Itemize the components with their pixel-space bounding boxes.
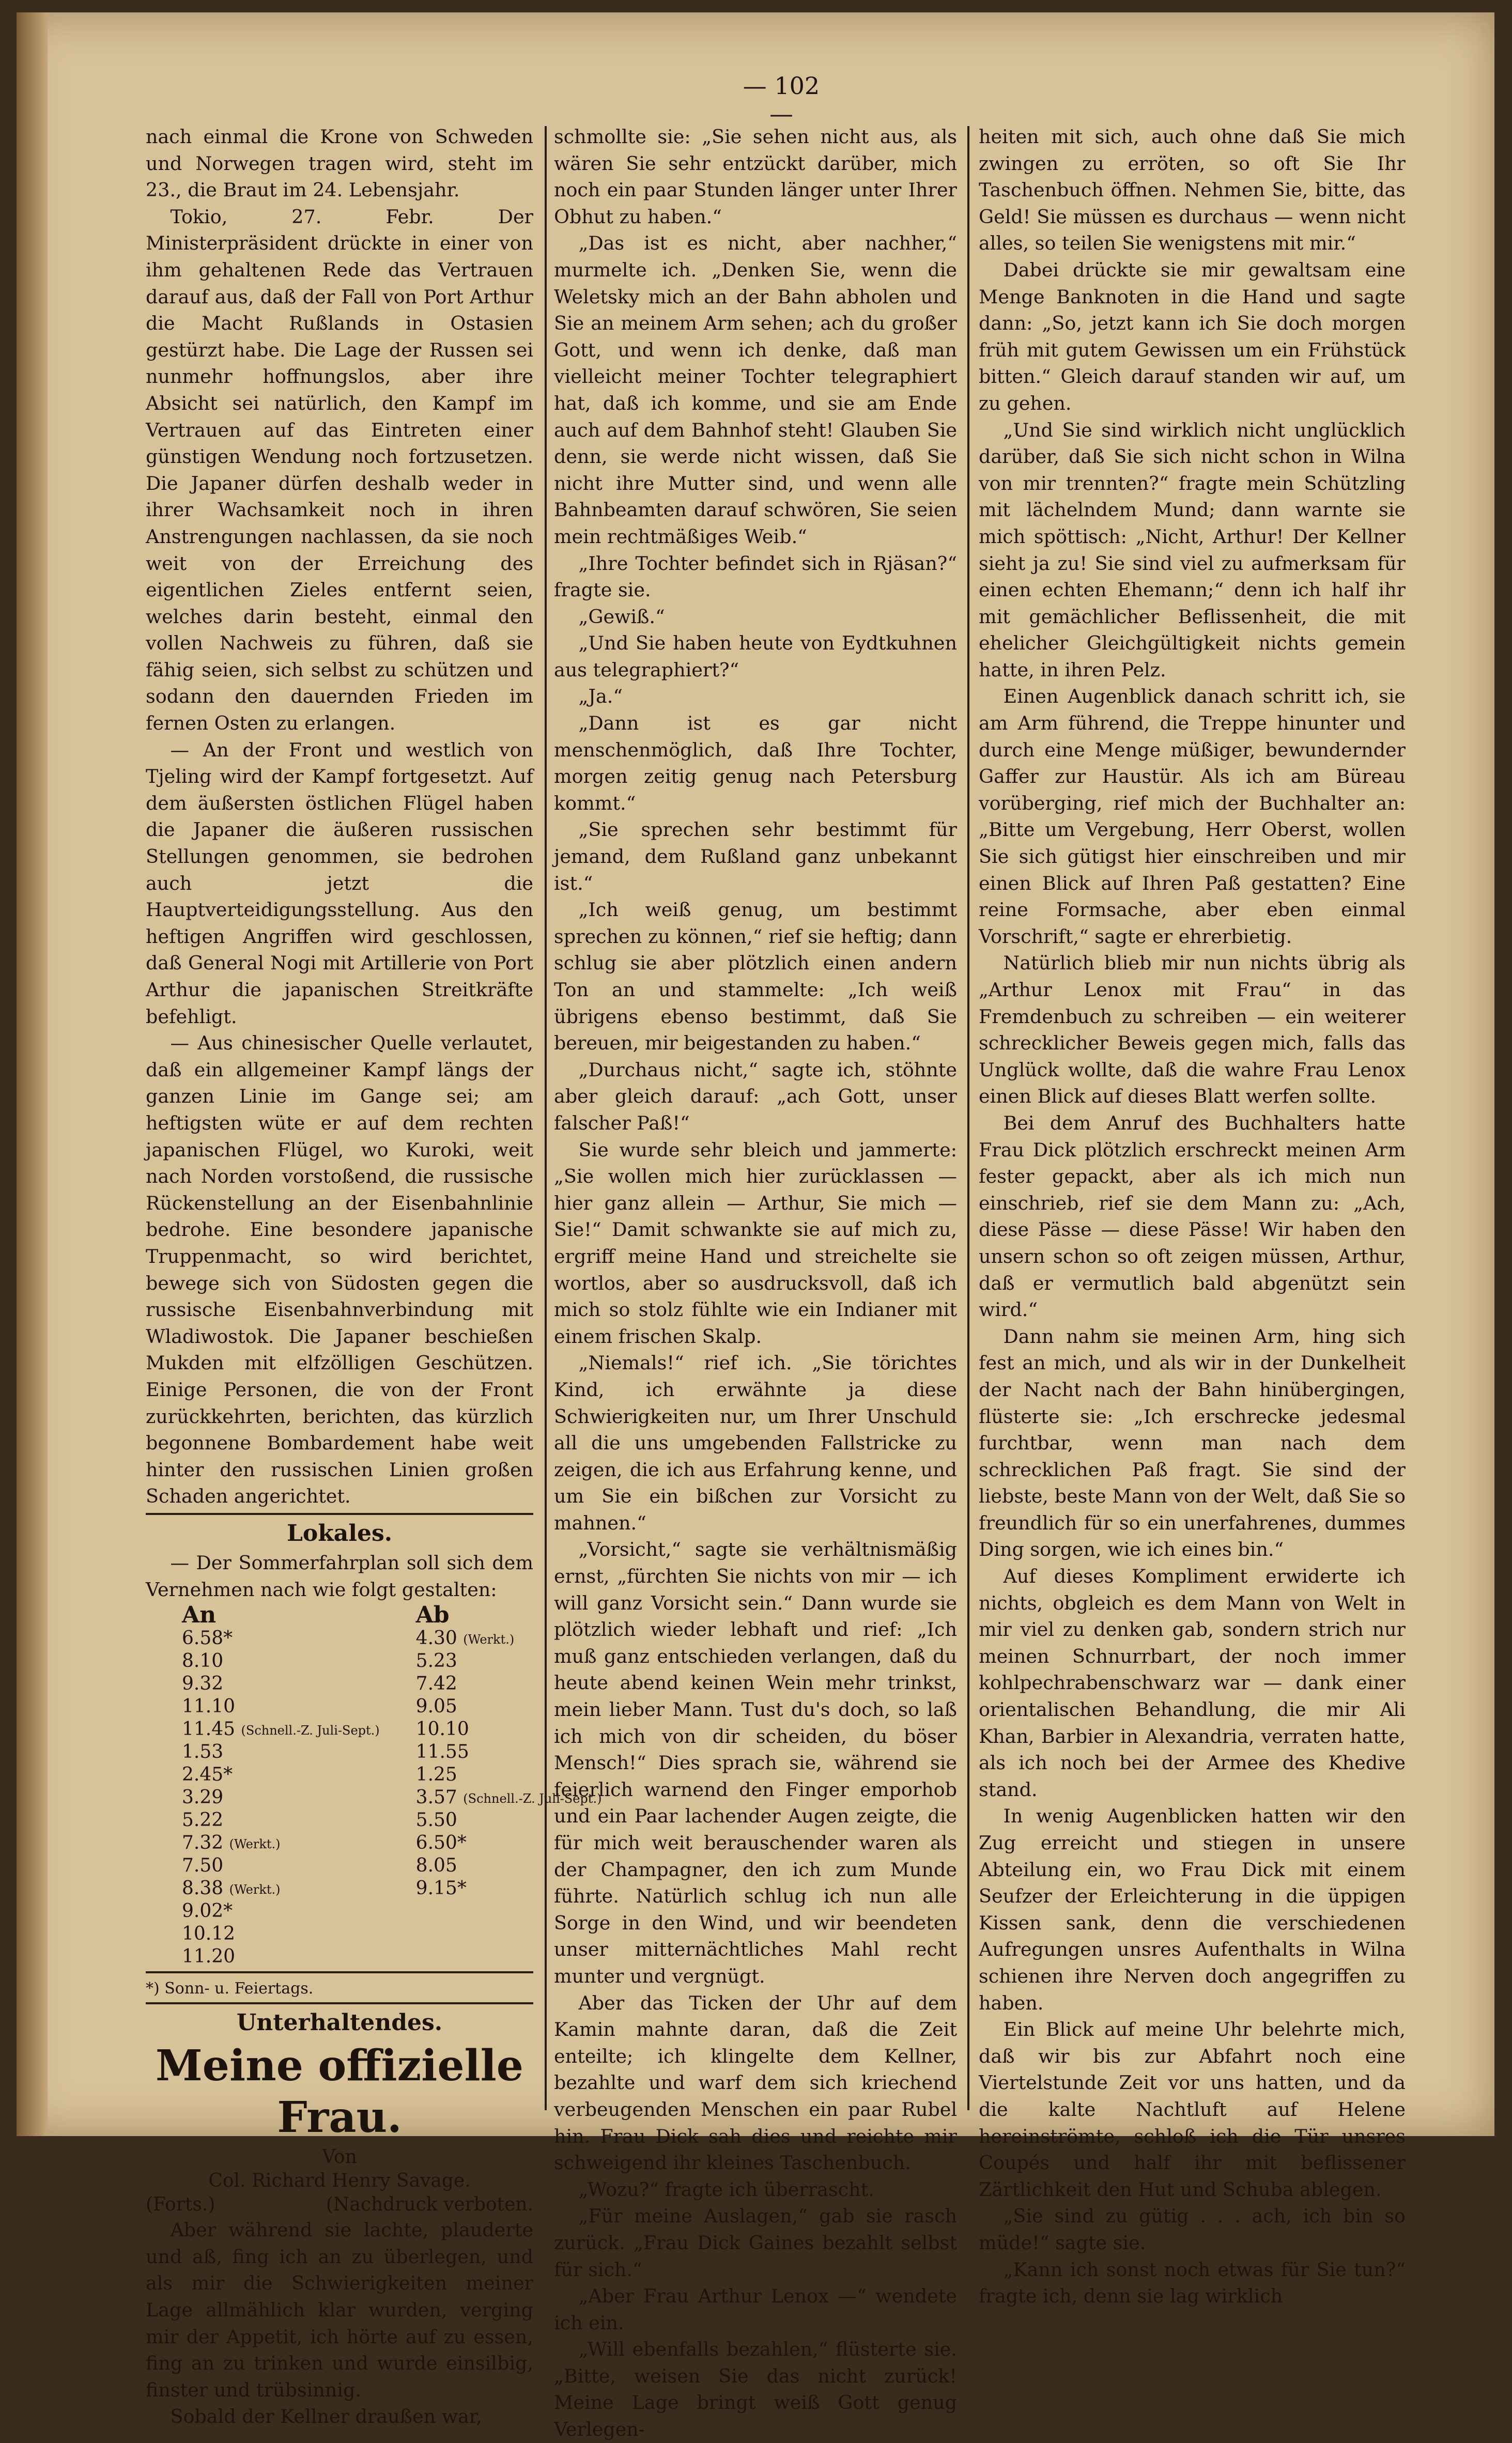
table-row xyxy=(146,1764,601,1786)
arrival-time-cell xyxy=(146,1877,380,1900)
column-1 xyxy=(146,123,602,2430)
story-title: Meine offizielle Frau. xyxy=(156,2041,523,2143)
arrival-time: 6.58* xyxy=(182,1627,233,1649)
arrival-time: 8.10 xyxy=(182,1650,224,1672)
byline-von: Von xyxy=(322,2146,357,2168)
arrival-time-cell xyxy=(146,1923,380,1945)
paragraph: — An der Front und westlich von Tjeling wird der Kampf fortgesetzt. Auf dem äußersten östlichen Flügel haben die Japaner die äußeren russischen Stellungen genommen, sie bedrohen auch jetzt die Hauptverteidigungsstellung. Aus den heftigen Angriffen wird geschlossen, daß General Nogi mit Artillerie von Port Arthur die japanischen Streitkräfte befehligt. xyxy=(146,738,533,1028)
paragraph: „Kann ich sonst noch etwas für Sie tun?“ fragte ich, denn sie lag wirklich xyxy=(979,2258,1406,2308)
schedule-footnote: *) Sonn- u. Feiertags. xyxy=(146,1979,314,1998)
paragraph: schmollte sie: „Sie sehen nicht aus, als wären Sie sehr entzückt darüber, mich noch ein paar Stunden länger unter Ihrer Obhut zu haben.“ xyxy=(554,126,957,228)
paragraph: „Und Sie sind wirklich nicht unglücklich darüber, daß Sie sich nicht schon in Wilna von mir trennten?“ fragte mein Schützling mit lächelndem Mund; dann warnte sie mich spöttisch: „Nicht, Arthur! Der Kellner sieht ja zu! Sie sind viel zu aufmerksam für einen echten Ehemann;“ denn ich half ihr mit gemächlicher Beflissenheit, die mit ehelicher Gleichgültigkeit nichts gemein hatte, in ihren Pelz. xyxy=(979,419,1406,681)
arrival-time-note: (Werkt.) xyxy=(229,1836,281,1851)
departure-time: 3.57 xyxy=(415,1786,457,1808)
arrival-time-cell xyxy=(146,1786,380,1809)
arrival-time: 8.38 xyxy=(182,1877,224,1899)
table-row xyxy=(146,1718,601,1741)
section-heading-unterhaltendes: Unterhaltendes. xyxy=(236,2009,443,2036)
table-row xyxy=(146,1945,601,1968)
paragraph: „Will ebenfalls bezahlen,“ flüsterte sie. „Bitte, weisen Sie das nicht zurück! Meine Lage bringt weiß Gott genug Verlegen- xyxy=(554,2338,957,2441)
column-2 xyxy=(554,123,957,2443)
arrival-time-cell xyxy=(146,1764,380,1786)
arrival-time-note: (Schnell.-Z. Juli-Sept.) xyxy=(241,1723,380,1738)
column-rule-right xyxy=(967,126,969,2110)
paragraph: Auf dieses Kompliment erwiderte ich nichts, obgleich es dem Mann von Welt in mir viel zu denken gab, sondern strich nur meinen Schnurrbart, der noch immer kohlpechrabenschwarz war — dank einer orientalischen Behandlung, die mir Ali Khan, Barbier in Alexandria, verraten hatte, als ich noch bei der Armee des Khedive stand. xyxy=(979,1565,1406,1801)
departure-time: 4.30 xyxy=(415,1627,457,1649)
table-row xyxy=(146,1695,601,1718)
column-header-an: An xyxy=(182,1601,217,1628)
paragraph: „Das ist es nicht, aber nachher,“ murmelte ich. „Denken Sie, wenn die Weletsky mich an der Bahn abholen und Sie an meinem Arm sehen; ach du großer Gott, und wenn ich denke, daß man vielleicht meiner Tochter telegraphiert hat, daß ich komme, und sie am Ende auch auf dem Bahnhof steht! Glauben Sie denn, sie werde nicht wissen, daß Sie nicht ihre Mutter sind, und wenn alle Bahnbeamten darauf schwören, Sie seien mein rechtmäßiges Weib.“ xyxy=(554,232,957,548)
departure-time: 9.05 xyxy=(415,1695,457,1717)
arrival-time-cell xyxy=(146,1718,380,1741)
departure-time: 11.55 xyxy=(415,1741,469,1762)
paragraph: Sobald der Kellner draußen war, xyxy=(170,2405,482,2428)
paragraph: „Dann ist es gar nicht menschenmöglich, daß Ihre Tochter, morgen zeitig genug nach Petersburg kommt.“ xyxy=(554,712,957,814)
paragraph: Dann nahm sie meinen Arm, hing sich fest an mich, und als wir in der Dunkelheit der Nacht nach der Bahn hinübergingen, flüsterte sie: „Ich erschrecke jedesmal furchtbar, wenn man nach dem schrecklichen Paß fragt. Sie sind der liebste, beste Mann von der Welt, daß Sie so freundlich für so ein unerfahrenes, dummes Ding sorgen, wie ich eines bin.“ xyxy=(979,1325,1406,1561)
arrival-time: 11.45 xyxy=(182,1718,236,1740)
departure-time-note: (Schnell.-Z. Juli-Sept.) xyxy=(463,1791,602,1806)
table-row xyxy=(146,1786,601,1809)
arrival-time-cell xyxy=(146,1900,380,1923)
table-header-row xyxy=(146,1603,601,1627)
table-row xyxy=(146,1650,601,1673)
paragraph: Natürlich blieb mir nun nichts übrig als „Arthur Lenox mit Frau“ in das Fremdenbuch zu schreiben — ein weiterer schrecklicher Beweis gegen mich, falls das Unglück wollte, daß die wahre Frau Lenox einen Blick auf dieses Blatt werfen sollte. xyxy=(979,952,1406,1108)
table-row xyxy=(146,1741,601,1764)
arrival-time-cell xyxy=(146,1695,380,1718)
arrival-time-cell xyxy=(146,1627,380,1650)
paragraph: „Wozu?“ fragte ich überrascht. xyxy=(578,2178,874,2201)
paragraph: nach einmal die Krone von Schweden und Norwegen tragen wird, steht im 23., die Braut im 24. Lebensjahr. xyxy=(146,126,533,202)
arrival-time: 5.22 xyxy=(182,1809,224,1831)
paragraph: „Niemals!“ rief ich. „Sie törichtes Kind, ich erwähnte ja diese Schwierigkeiten nur, um Ihrer Unschuld all die uns umgebenden Fallstricke zu zeigen, die ich aus Erfahrung kenne, und um Sie ein bißchen zur Vorsicht zu mahnen.“ xyxy=(554,1352,957,1534)
departure-time: 1.25 xyxy=(415,1764,457,1785)
newspaper-page xyxy=(17,12,1494,2441)
arrival-time-note: (Werkt.) xyxy=(229,1882,281,1897)
arrival-time: 2.45* xyxy=(182,1764,233,1785)
departure-time: 9.15* xyxy=(415,1877,467,1899)
arrival-time: 1.53 xyxy=(182,1741,224,1762)
arrival-time: 9.32 xyxy=(182,1673,224,1694)
paragraph: — Aus chinesischer Quelle verlautet, daß ein allgemeiner Kampf längs der ganzen Linie im Gange sei; am heftigsten wüte er auf dem rechten japanischen Flügel, wo Kuroki, weit nach Norden vorstoßend, die russische Rückenstellung an der Eisenbahnlinie bedrohe. Eine besondere japanische Truppenmacht, so wird berichtet, bewege sich von Südosten gegen die russische Eisenbahnverbindung mit Wladiwostok. Die Japaner beschießen Mukden mit elfzölligen Geschützen. Einige Personen, die von der Front zurückkehrten, berichten, das kürzlich begonnene Bombardement habe weit hinter den russischen Linien großen Schaden angerichtet. xyxy=(146,1032,533,1508)
table-row xyxy=(146,1673,601,1695)
paragraph: Bei dem Anruf des Buchhalters hatte Frau Dick plötzlich erschreckt meinen Arm fester gepackt, aber als ich mich nun einschrieb, rief sie dem Mann zu: „Ach, diese Pässe — diese Pässe! Wir haben den unsern schon so oft zeigen müssen, Arthur, daß er vermutlich bald abgenützt sein wird.“ xyxy=(979,1111,1406,1321)
paragraph: „Vorsicht,“ sagte sie verhältnismäßig ernst, „fürchten Sie nichts von mir — ich will ganz Vorsicht sein.“ Dann wurde sie plötzlich wieder lebhaft und rief: „Ich muß ganz entschieden verlangen, daß du heute abend keinen Wein mehr trinkst, mein lieber Mann. Tust du's doch, so laß ich mich von dir scheiden, du böser Mensch!“ Dies sprach sie, während sie feierlich warnend den Finger emporhob und ein Paar lachender Augen zeigte, die für mich weit berauschender waren als der Champagner, den ich zum Munde führte. Natürlich schlug ich nun alle Sorge in den Wind, und wir beendeten unser mitternächtliches Mahl recht munter und vergnügt. xyxy=(554,1538,957,1987)
paragraph: In wenig Augenblicken hatten wir den Zug erreicht und stiegen in unsere Abteilung ein, wo Frau Dick mit einem Seufzer der Erleichterung in die üppigen Kissen sank, denn die verschiedenen Aufregungen unsres Aufenthalts in Wilna schienen ihre Nerven doch angegriffen zu haben. xyxy=(979,1805,1406,2014)
paragraph: „Aber Frau Arthur Lenox —“ wendete ich ein. xyxy=(554,2285,957,2334)
arrival-time: 7.50 xyxy=(182,1854,224,1876)
table-row xyxy=(146,1877,601,1900)
departure-time: 8.05 xyxy=(415,1854,457,1876)
paragraph: — Der Sommerfahrplan soll sich dem Vernehmen nach wie folgt gestalten: xyxy=(146,1552,533,1601)
arrival-time: 7.32 xyxy=(182,1832,224,1853)
table-divider xyxy=(146,1971,533,1973)
paragraph: „Sie sprechen sehr bestimmt für jemand, dem Rußland ganz unbekannt ist.“ xyxy=(554,818,957,894)
paragraph: Dabei drückte sie mir gewaltsam eine Menge Banknoten in die Hand und sagte dann: „So, jetzt kann ich Sie doch morgen früh mit gutem Gewissen um ein Frühstück bitten.“ Gleich darauf standen wir auf, um zu gehen. xyxy=(979,258,1406,414)
paragraph: „Sie sind zu gütig . . . ach, ich bin so müde!“ sagte sie. xyxy=(979,2205,1406,2254)
section-divider xyxy=(146,1513,533,1515)
paragraph: „Für meine Auslagen,“ gab sie rasch zurück. „Frau Dick Gaines bezahlt selbst für sich.“ xyxy=(554,2205,957,2281)
paragraph: „Durchaus nicht,“ sagte ich, stöhnte aber gleich darauf: „ach Gott, unser falscher Paß!“ xyxy=(554,1058,957,1134)
departure-time: 5.50 xyxy=(415,1809,457,1831)
departure-time: 5.23 xyxy=(415,1650,457,1672)
paragraph: Aber das Ticken der Uhr auf dem Kamin mahnte daran, daß die Zeit enteilte; ich klingelte dem Kellner, bezahlte und warf dem sich kriechend verbeugenden Menschen ein paar Rubel hin. Frau Dick sah dies und reichte mir schweigend ihr kleines Taschenbuch. xyxy=(554,1991,957,2174)
arrival-time-cell xyxy=(146,1832,380,1854)
paragraph: heiten mit sich, auch ohne daß Sie mich zwingen zu erröten, so oft Sie Ihr Taschenbuch öffnen. Nehmen Sie, bitte, das Geld! Sie müssen es durchaus — wenn nicht alles, so teilen Sie wenigstens mit mir.“ xyxy=(979,126,1406,255)
continuation-note: (Forts.) xyxy=(146,2194,215,2216)
arrival-time-cell xyxy=(146,1650,380,1673)
arrival-time-cell xyxy=(146,1854,380,1877)
arrival-time-cell xyxy=(146,1741,380,1764)
departure-time: 6.50* xyxy=(415,1832,467,1853)
section-divider xyxy=(146,2002,533,2004)
table-row xyxy=(146,1900,601,1923)
table-row xyxy=(146,1832,601,1854)
column-3 xyxy=(979,123,1406,2310)
paragraph: Tokio, 27. Febr. Der Ministerpräsident drückte in einer von ihm gehaltenen Rede das Vertrauen darauf aus, daß der Fall von Port Arthur die Macht Rußlands in Ostasien gestürzt habe. Die Lage der Russen sei nunmehr hoffnungslos, aber ihre Absicht sei natürlich, den Kampf im Vertrauen auf das Eintreten einer günstigen Wendung noch fortzusetzen. Die Japaner dürfen deshalb weder in ihrer Wachsamkeit noch in ihren Anstrengungen nachlassen, da sie noch weit von der Erreichung des eigentlichen Zieles entfernt seien, welches darin besteht, einmal den vollen Nachweis zu führen, daß sie fähig seien, sich selbst zu schützen und sodann den dauernden Frieden im fernen Osten zu erlangen. xyxy=(146,205,533,735)
paragraph: „Ja.“ xyxy=(578,685,623,708)
book-spine-shadow xyxy=(17,12,48,2136)
paragraph: „Ich weiß genug, um bestimmt sprechen zu können,“ rief sie heftig; dann schlug sie aber plötzlich einen andern Ton an und stammelte: „Ich weiß übrigens ebenso bestimmt, daß Sie bereuen, mir beigestanden zu haben.“ xyxy=(554,899,957,1055)
arrival-time: 3.29 xyxy=(182,1786,224,1808)
train-schedule-table xyxy=(146,1603,601,1968)
paragraph: Aber während sie lachte, plauderte und aß, fing ich an zu überlegen, und als mir die Schwierigkeiten meiner Lage allmählich klar wurden, verging mir der Appetit, ich hörte auf zu essen, fing an zu trinken und wurde einsilbig, finster und trübsinnig. xyxy=(146,2219,533,2401)
departure-time: 7.42 xyxy=(415,1673,457,1694)
schedule-rows xyxy=(146,1627,601,1968)
paragraph: „Und Sie haben heute von Eydtkuhnen aus telegraphiert?“ xyxy=(554,632,957,681)
table-row xyxy=(146,1627,601,1650)
arrival-time: 11.10 xyxy=(182,1695,236,1717)
arrival-time-cell xyxy=(146,1673,380,1695)
paragraph: Ein Blick auf meine Uhr belehrte mich, daß wir bis zur Abfahrt noch eine Viertelstunde Zeit vor uns hatten, und da die kalte Nachtluft auf Helene hereinströmte, schloß ich die Tür unsres Coupés und half ihr mit beflissener Zärtlichkeit den Hut und Schuba ablegen. xyxy=(979,2018,1406,2201)
column-header-ab: Ab xyxy=(415,1601,450,1628)
table-row xyxy=(146,1809,601,1832)
paragraph: „Gewiß.“ xyxy=(578,605,665,628)
arrival-time: 10.12 xyxy=(182,1923,236,1944)
paragraph: „Ihre Tochter befindet sich in Rjäsan?“ fragte sie. xyxy=(554,552,957,601)
table-row xyxy=(146,1854,601,1877)
arrival-time: 9.02* xyxy=(182,1900,233,1922)
paragraph: Sie wurde sehr bleich und jammerte: „Sie wollen mich hier zurücklassen — hier ganz allein — Arthur, Sie mich — Sie!“ Damit schwankte sie auf mich zu, ergriff meine Hand und streichelte sie wortlos, aber so ausdrucksvoll, daß ich mich so stolz fühlte wie ein Indianer mit einem frischen Skalp. xyxy=(554,1138,957,1348)
author-name: Col. Richard Henry Savage. xyxy=(208,2170,471,2192)
paragraph: Einen Augenblick danach schritt ich, sie am Arm führend, die Treppe hinunter und durch eine Menge müßiger, bewundernder Gaffer zur Haustür. Als ich am Büreau vorüberging, rief mich der Buchhalter an: „Bitte um Vergebung, Herr Oberst, wollen Sie sich gütigst hier einschreiben und mir einen Blick auf Ihren Paß gestatten? Eine reine Formsache, aber eben einmal Vorschrift,“ sagte er ehrerbietig. xyxy=(979,685,1406,948)
reprint-notice: (Nachdruck verboten. xyxy=(326,2194,533,2216)
departure-time-note: (Werkt.) xyxy=(463,1632,515,1647)
arrival-time-cell xyxy=(146,1945,380,1968)
departure-time: 10.10 xyxy=(415,1718,469,1740)
arrival-time: 11.20 xyxy=(182,1945,236,1967)
story-meta-row xyxy=(146,2193,533,2217)
section-heading-lokales: Lokales. xyxy=(286,1520,393,1547)
page-number: — 102 — xyxy=(743,72,820,128)
table-row xyxy=(146,1923,601,1945)
arrival-time-cell xyxy=(146,1809,380,1832)
